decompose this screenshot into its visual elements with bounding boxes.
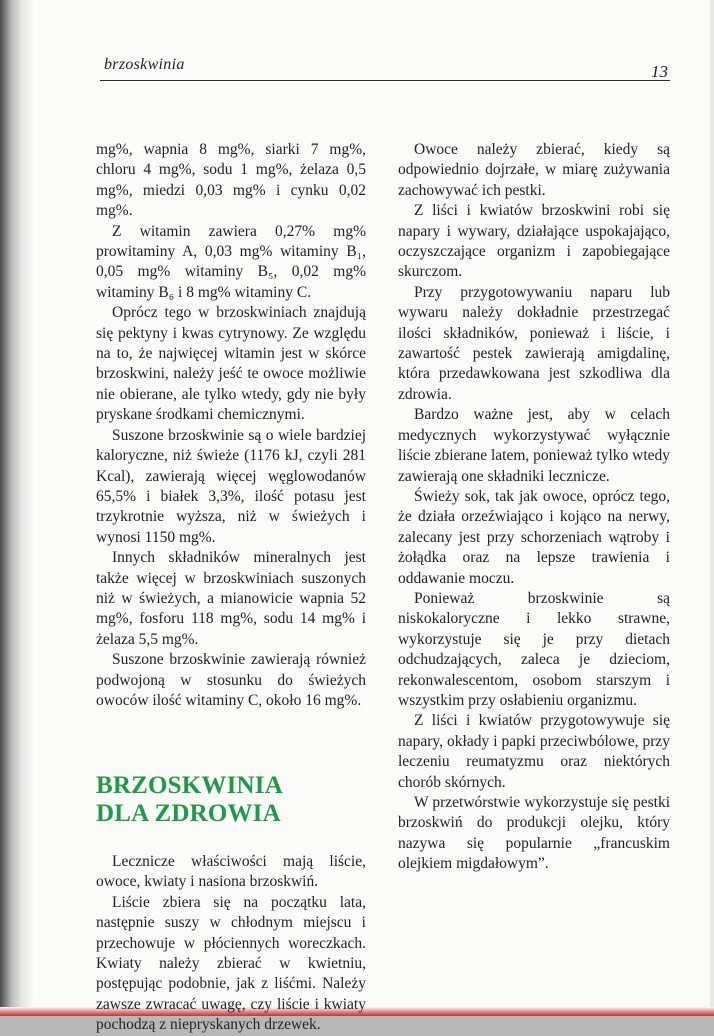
paragraph: Z witamin zawiera 0,27% mg% prowitaminy A, 0,03 mg% witaminy B₁, 0,05 mg% witaminy B₅, 0,02 mg% witaminy B₆ i 8 mg% witaminy C. — [96, 222, 366, 301]
paragraph: Suszone brzoskwinie zawierają również podwojoną w stosunku do świeżych owoców ilość witaminy C, około 16 mg%. — [96, 651, 366, 709]
paragraph: Przy przygotowywaniu naparu lub wywaru należy dokładnie przestrzegać ilości składników, ponieważ i liście, i zawartość pestek zawierają amigdalinę, która przedawkowana jest szkodliwa dla zdrowia. — [398, 283, 670, 403]
paragraph: Bardzo ważne jest, aby w celach medycznych wykorzystywać wyłącznie liście zbierane latem, ponieważ tylko wtedy zawierają one składniki lecznicze. — [398, 406, 671, 485]
paragraph: Lecznicze właściwości mają liście, owoce, kwiaty i nasiona brzoskwiń. — [96, 853, 366, 891]
paragraph: Z liści i kwiatów przygotowywuje się napary, okłady i papki przeciwbólowe, przy leczeniu reumatyzmu oraz niektórych chorób skórnych. — [398, 712, 670, 791]
paragraph: mg%, wapnia 8 mg%, siarki 7 mg%, chloru 4 mg%, sodu 1 mg%, żelaza 0,5 mg%, miedzi 0,03 mg% i cynku 0,02 mg%. — [96, 141, 366, 220]
paragraph: Innych składników mineralnych jest także więcej w brzoskwiniach suszonych niż w świeżych, a mianowicie wapnia 52 mg%, fosforu 118 mg%, sodu 14 mg% i żelaza 5,5 mg%. — [96, 549, 366, 648]
page-number: 13 — [651, 62, 668, 81]
right-column — [398, 140, 670, 875]
paragraph: Liście zbiera się na początku lata, następnie suszy w chłodnym miejscu i przechowuje w płóciennych woreczkach. Kwiaty należy zbierać w kwietniu, postępując podobnie, jak z liśćmi. Należy zawsze zwracać uwagę, czy liście i kwiaty pochodzą z niepryskanych drzewek. — [96, 893, 366, 1034]
header-rule — [100, 80, 670, 81]
paragraph: W przetwórstwie wykorzystuje się pestki brzoskwiń do produkcji olejku, który nazywa się popularnie „francuskim olejkiem migdałowym”. — [398, 794, 670, 873]
left-column — [96, 140, 366, 711]
binding-shadow — [0, 0, 34, 1016]
section-heading-line: DLA ZDROWIA — [96, 800, 281, 827]
paragraph: Suszone brzoskwinie są o wiele bardziej kaloryczne, niż świeże (1176 kJ, czyli 281 Kcal), zawierają więcej węglowodanów 65,5% i białek 3,3%, ilość potasu jest trzykrotnie wyższa, niż w świeżych i wynosi 1150 mg%. — [96, 426, 366, 546]
paragraph: Ponieważ brzoskwinie są niskokaloryczne i lekko strawne, wykorzystuje się je przy dietach odchudzających, zaleca je dzieciom, rekonwalescentom, osobom starszym i wszystkim przy osłabieniu organizmu. — [398, 589, 670, 709]
section-heading — [96, 772, 366, 828]
left-column-section — [96, 852, 366, 1036]
section-heading-line: BRZOSKWINIA — [96, 772, 283, 799]
paragraph: Z liści i kwiatów brzoskwini robi się napary i wywary, działające uspokajająco, oczyszczające organizm i zapobiegające skurczom. — [398, 202, 670, 281]
paragraph: Świeży sok, tak jak owoce, oprócz tego, że działa orzeźwiająco i kojąco na nerwy, zalecany jest przy schorzeniach wątroby i żołądka oraz na lepsze trawienia i oddawanie moczu. — [398, 487, 670, 587]
page-edge — [710, 0, 714, 1016]
paragraph: Oprócz tego w brzoskwiniach znajdują się pektyny i kwas cytrynowy. Ze względu na to, że najwięcej witamin jest w skórce brzoskwini, należy jeść te owoce możliwie nie obierane, ale tylko wtedy, gdy nie były pryskane środkami chemicznymi. — [96, 304, 366, 424]
running-head: brzoskwinia — [104, 56, 185, 73]
paragraph: Owoce należy zbierać, kiedy są odpowiednio dojrzałe, w miarę zużywania zachowywać ich pestki. — [398, 141, 670, 199]
